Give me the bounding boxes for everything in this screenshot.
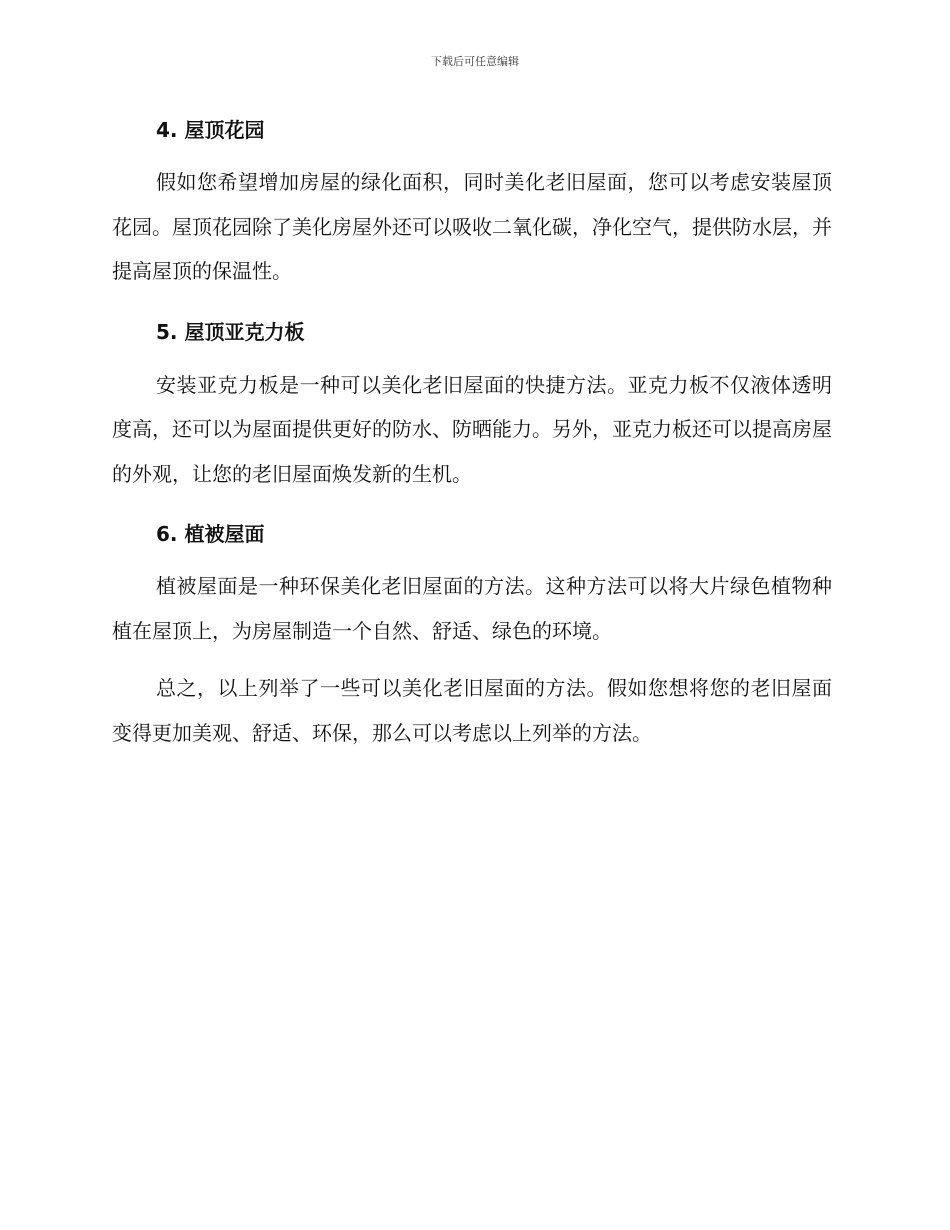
section-heading-acrylic-panel: 5. 屋顶亚克力板	[156, 319, 305, 344]
section-paragraph-rooftop-garden: 假如您希望增加房屋的绿化面积，同时美化老旧屋面，您可以考虑安装屋顶花园。屋顶花园除了美化房屋外还可以吸收二氧化碳，净化空气，提供防水层，并提高屋顶的保温性。	[112, 170, 832, 283]
section-paragraph-vegetated-roof: 植被屋面是一种环保美化老旧屋面的方法。这种方法可以将大片绿色植物种植在屋顶上，为房屋制造一个自然、舒适、绿色的环境。	[112, 574, 832, 643]
section-heading-rooftop-garden: 4. 屋顶花园	[156, 118, 265, 142]
page-header-note: 下载后可任意编辑	[431, 55, 519, 68]
document-body	[112, 112, 832, 755]
section-heading-vegetated-roof: 6. 植被屋面	[156, 522, 265, 546]
conclusion-paragraph: 总之，以上列举了一些可以美化老旧屋面的方法。假如您想将您的老旧屋面变得更加美观、舒适、环保，那么可以考虑以上列举的方法。	[112, 676, 832, 745]
section-paragraph-acrylic-panel: 安装亚克力板是一种可以美化老旧屋面的快捷方法。亚克力板不仅液体透明度高，还可以为屋面提供更好的防水、防晒能力。另外，亚克力板还可以提高房屋的外观，让您的老旧屋面焕发新的生机。	[112, 372, 832, 486]
